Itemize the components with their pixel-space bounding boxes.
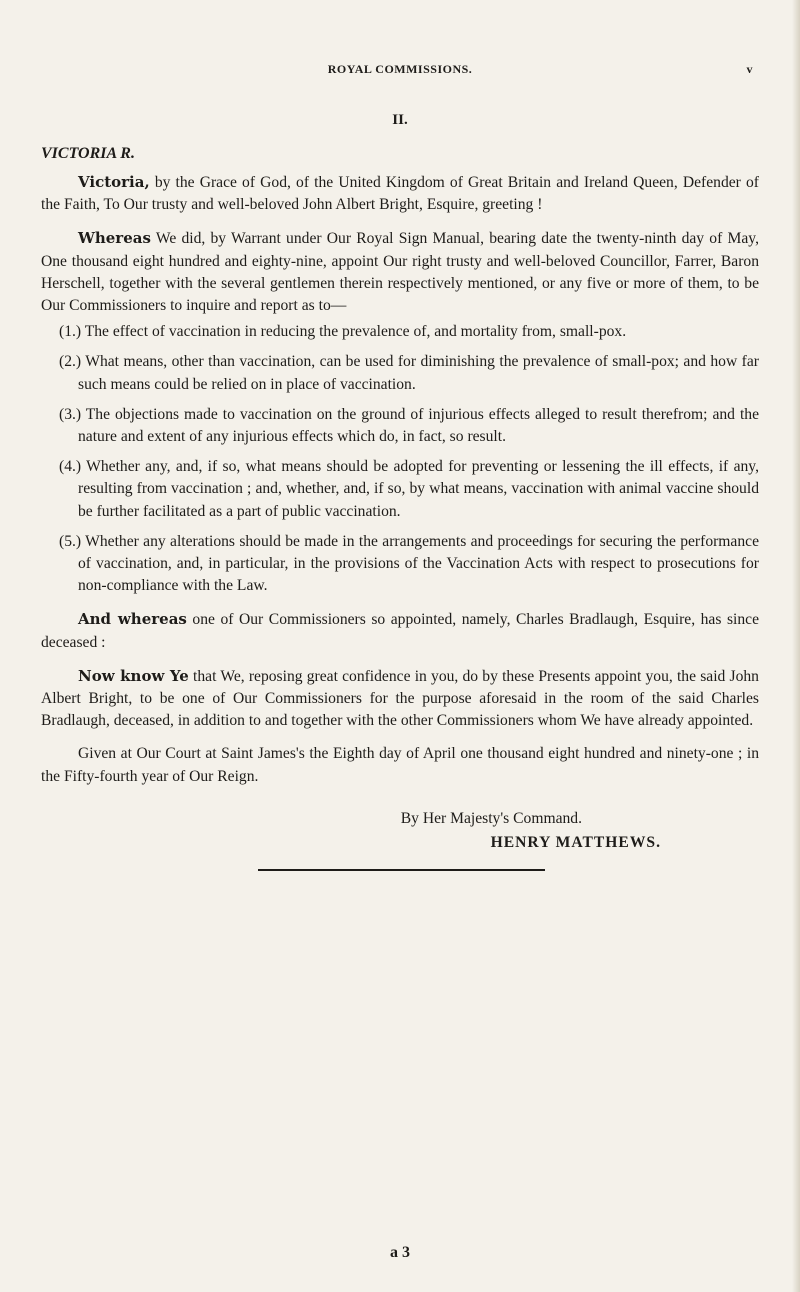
- closing-rule: [258, 869, 545, 871]
- term-number: (4.): [59, 458, 82, 476]
- document-body: [41, 112, 759, 852]
- command-line: By Her Majesty's Command.: [400, 809, 582, 827]
- term-text: The objections made to vaccination on the ground of injurious effects alleged to result therefrom; and the nature and extent of any injurious effects which do, in fact, so result.: [78, 405, 759, 446]
- running-title: ROYAL COMMISSIONS.: [327, 62, 473, 76]
- term-number: (1.): [59, 323, 82, 341]
- term-number: (2.): [59, 353, 82, 371]
- whereas-opening-word: Whereas: [78, 229, 151, 248]
- section-number: II.: [392, 112, 408, 128]
- and-whereas-text: one of Our Commissioners so appointed, namely, Charles Bradlaugh, Esquire, has since deceased :: [41, 611, 760, 651]
- given-at-paragraph: Given at Our Court at Saint James's the Eighth day of April one thousand eight hundred and ninety-one ; in the Fifty-fourth year of Our Reign.: [41, 745, 759, 785]
- term-item: [41, 351, 759, 395]
- now-know-ye-text: that We, reposing great confidence in you, do by these Presents appoint you, the said John Albert Bright, to be one of Our Commissioners for the purpose aforesaid in the room of the said Charles Bradlaugh, deceased, in addition to and together with the other Commissioners whom We have already appointed.: [41, 667, 759, 730]
- running-head: [0, 62, 800, 82]
- signatory-name: HENRY MATTHEWS.: [490, 833, 661, 851]
- terms-of-reference: [41, 321, 759, 597]
- page-edge-shadow: [792, 0, 800, 1292]
- and-whereas-opening-word: And whereas: [78, 610, 187, 629]
- term-number: (5.): [59, 532, 82, 550]
- whereas-paragraph: [41, 227, 759, 317]
- now-know-ye-paragraph: [41, 665, 759, 733]
- signature-mark: a 3: [390, 1244, 410, 1261]
- page-folio: v: [746, 62, 753, 76]
- royal-cipher: VICTORIA R.: [41, 145, 135, 162]
- intro-opening-word: Victoria,: [78, 173, 150, 191]
- term-text: Whether any alterations should be made in the arrangements and proceedings for securing the performance of vaccination, and, in particular, in the provisions of the Vaccination Acts with respect to prosecutions for non-compliance with the Law.: [78, 532, 759, 595]
- intro-text: by the Grace of God, of the United Kingdom of Great Britain and Ireland Queen, Defender of the Faith, To Our trusty and well-beloved John Albert Bright, Esquire, greeting !: [41, 174, 759, 214]
- and-whereas-paragraph: [41, 608, 759, 653]
- term-number: (3.): [59, 405, 82, 423]
- intro-paragraph: [41, 171, 759, 216]
- term-item: [41, 456, 759, 523]
- term-item: [41, 404, 759, 448]
- term-item: [41, 321, 759, 343]
- whereas-text: We did, by Warrant under Our Royal Sign Manual, bearing date the twenty-ninth day of May, One thousand eight hundred and eighty-nine, appoint Our right trusty and well-beloved Councillor, Farrer, Baron Herschell, together with the several gentlemen therein respectively mentioned, or any five or more of them, to be Our Commissioners to inquire and report as to—: [41, 230, 759, 315]
- term-text: What means, other than vaccination, can be used for diminishing the prevalence of small-pox; and how far such means could be relied on in place of vaccination.: [78, 353, 759, 393]
- term-text: Whether any, and, if so, what means should be adopted for preventing or lessening the ill effects, if any, resulting from vaccination ; and, whether, and, if so, by what means, vaccination with animal vaccine should be further facilitated as a part of public vaccination.: [78, 458, 759, 520]
- term-item: [41, 531, 759, 598]
- term-text: The effect of vaccination in reducing the prevalence of, and mortality from, small-pox.: [84, 323, 627, 341]
- now-know-ye-opening-word: Now know Ye: [78, 666, 189, 685]
